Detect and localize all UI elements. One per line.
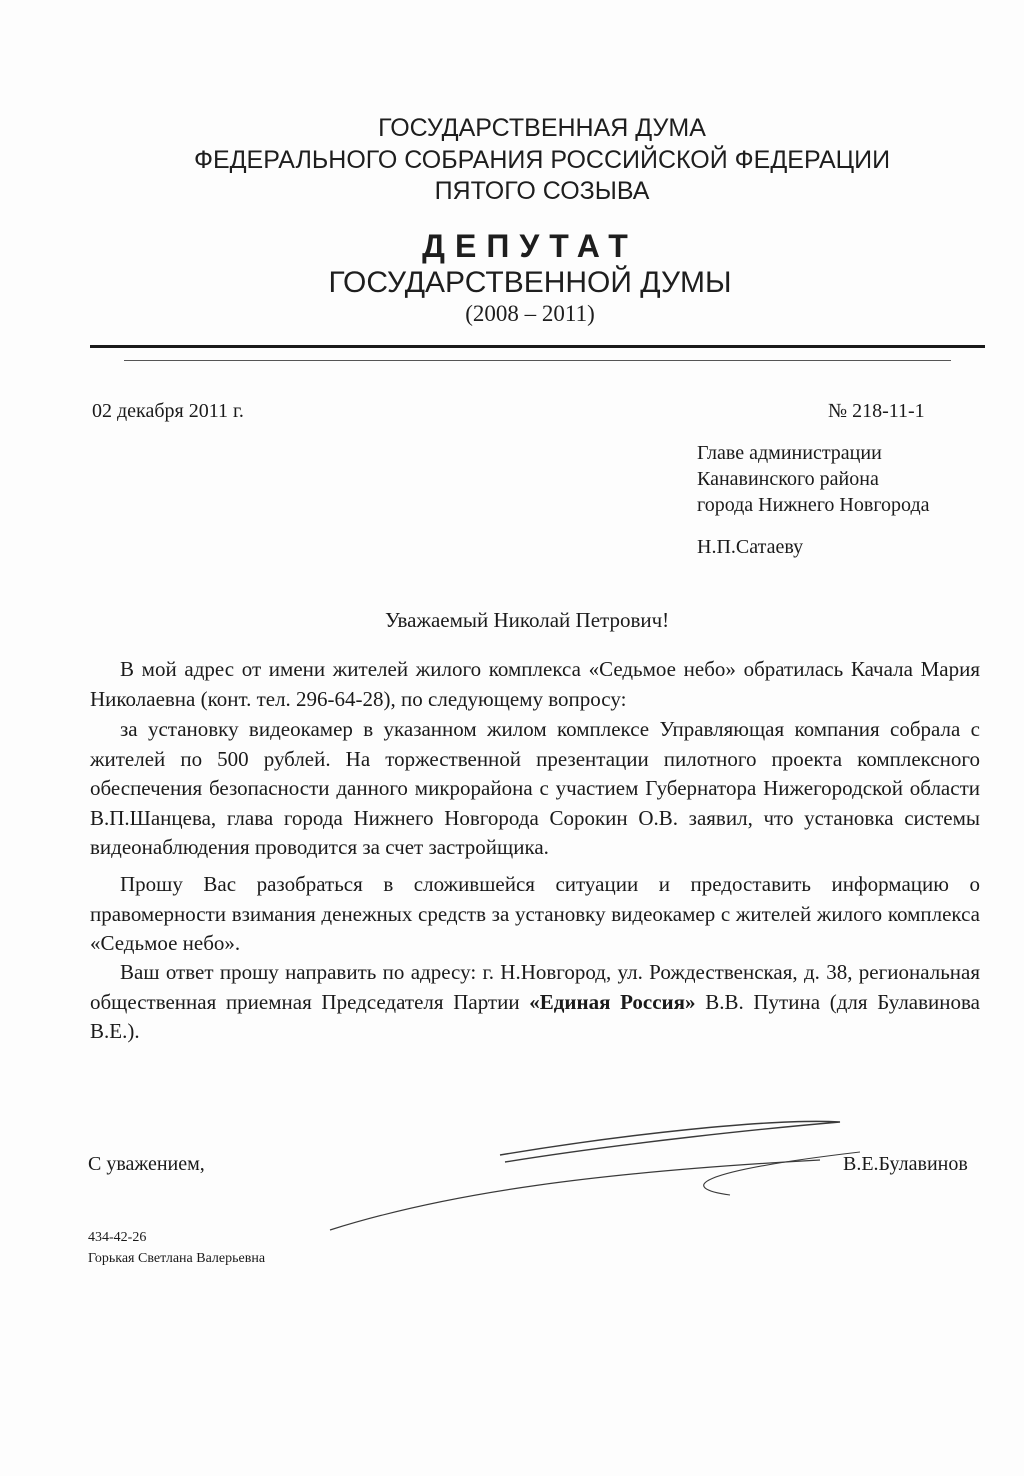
letterhead-subtitle: ГОСУДАРСТВЕННОЙ ДУМЫ	[328, 266, 732, 299]
executor-phone: 434-42-26	[88, 1230, 147, 1245]
addressee-name: Н.П.Сатаеву	[697, 536, 804, 558]
addressee-line: города Нижнего Новгорода	[697, 494, 930, 516]
letterhead-title: ДЕПУТАТ	[422, 228, 638, 264]
header-institution-line2: ФЕДЕРАЛЬНОГО СОБРАНИЯ РОССИЙСКОЙ ФЕДЕРАЦИИ	[193, 146, 891, 174]
header-divider-thin	[124, 360, 951, 361]
header-institution-line1: ГОСУДАРСТВЕННАЯ ДУМА	[378, 114, 706, 142]
salutation: Уважаемый Николай Петрович!	[385, 608, 670, 632]
body-text-span: Ваш ответ прошу направить по адресу: г. Н.Новгород, ул. Рождественская, д. 38, региональная общественная приемная Председателя Партии	[90, 960, 980, 1014]
body-text-span: В.В. Путина (для Булавинова В.Е.).	[90, 989, 980, 1043]
letter-number: № 218-11-1	[828, 400, 925, 422]
header-institution-line3: ПЯТОГО СОЗЫВА	[434, 177, 650, 205]
body-paragraph: В мой адрес от имени жителей жилого комплекса «Седьмое небо» обратилась Качала Мария Николаевна (конт. тел. 296-64-28), по следующему вопросу:	[90, 657, 980, 711]
body-paragraph	[90, 958, 980, 1047]
signer-name: В.Е.Булавинов	[843, 1153, 968, 1175]
body-paragraph: за установку видеокамер в указанном жилом комплексе Управляющая компания собрала с жителей по 500 рублей. На торжественной презентации пилотного проекта комплексного обеспечения безопасности данного микрорайона с участием Губернатора Нижегородской области В.П.Шанцева, глава города Нижнего Новгорода Сорокин О.В. заявил, что установка системы видеонаблюдения проводится за счет застройщика.	[90, 717, 980, 859]
header-divider-thick	[90, 345, 985, 348]
addressee-line: Канавинского района	[697, 468, 879, 490]
handwritten-signature	[300, 1100, 860, 1240]
letter-date: 02 декабря 2011 г.	[92, 400, 244, 422]
body-paragraph: Прошу Вас разобраться в сложившейся ситуации и предоставить информацию о правомерности взимания денежных средств за установку видеокамер с жителей жилого комплекса «Седьмое небо».	[90, 872, 980, 955]
addressee-block	[697, 440, 930, 518]
party-name: «Единая Россия»	[529, 989, 696, 1014]
letterhead-years: (2008 – 2011)	[465, 301, 595, 326]
executor-name: Горькая Светлана Валерьевна	[88, 1251, 266, 1266]
addressee-line: Главе администрации	[697, 442, 882, 464]
closing-phrase: С уважением,	[88, 1153, 205, 1175]
